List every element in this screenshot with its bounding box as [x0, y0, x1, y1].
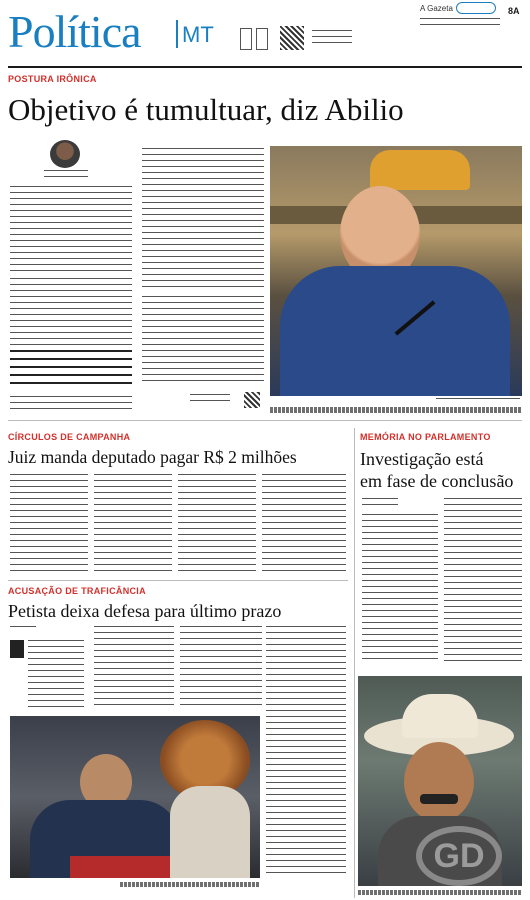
- story1-col1-text: [10, 186, 132, 272]
- story1-col2-text: [142, 148, 264, 288]
- masthead-rule: [8, 66, 522, 68]
- story4-col4-text: [266, 626, 346, 876]
- story2-headline: Juiz manda deputado pagar R$ 2 milhões: [8, 447, 297, 467]
- story4-byline: [10, 626, 36, 632]
- story3-col1-text: [362, 514, 438, 664]
- story4-kicker: ACUSAÇÃO DE TRAFICÂNCIA: [8, 586, 146, 596]
- red-folder-shape: [70, 856, 170, 878]
- qr-code-icon: [280, 26, 304, 50]
- story1-qr-icon: [244, 392, 260, 408]
- hat-crown-shape: [402, 694, 478, 738]
- page-number: 8A: [508, 6, 520, 16]
- person-face-shape: [404, 742, 474, 822]
- story1-footnote: [190, 394, 230, 406]
- background-person-shape: [370, 150, 470, 190]
- story3-headline: [360, 448, 513, 492]
- masthead-divider: [176, 20, 178, 48]
- story4-rule: [8, 580, 348, 581]
- masthead-note: [312, 30, 352, 48]
- story3-headline-line1: Investigação está: [360, 449, 484, 469]
- brand-small: A Gazeta: [420, 4, 453, 13]
- story1-pullquote: [10, 350, 132, 390]
- story4-col3-text: [180, 626, 262, 710]
- edition-label: MT: [182, 22, 214, 47]
- story3-photo-caption: [358, 890, 522, 895]
- story4-photo-caption: [120, 882, 260, 887]
- story3-kicker: MEMÓRIA NO PARLAMENTO: [360, 432, 491, 442]
- story2-col2-text: [94, 474, 172, 574]
- brand-logo-icon: [456, 2, 496, 14]
- story1-headline: Objetivo é tumultuar, diz Abilio: [8, 92, 404, 127]
- columnist-avatar: [50, 140, 80, 168]
- story4-col1-text: [28, 640, 84, 710]
- phone-icon: [240, 28, 252, 50]
- section-rule: [8, 420, 522, 421]
- story1-photo-caption: [270, 407, 522, 413]
- story3-headline-line2: em fase de conclusão: [360, 471, 514, 491]
- story1-col1-text-c: [10, 396, 132, 410]
- columnist-byline: [44, 170, 88, 182]
- column-divider: [354, 428, 355, 898]
- tablet-icon: [256, 28, 268, 50]
- story1-kicker: POSTURA IRÔNICA: [8, 74, 97, 84]
- date-line: [420, 18, 500, 28]
- story4-photo: [10, 716, 260, 878]
- drop-cap: [10, 640, 24, 658]
- story3-col2-text: [444, 498, 522, 664]
- story2-kicker: CÍRCULOS DE CAMPANHA: [8, 432, 131, 442]
- story1-col1-text-b: [10, 278, 132, 346]
- microphone-shape: [420, 794, 458, 804]
- story1-col2-text-b: [142, 296, 264, 382]
- section-title: Política: [8, 6, 141, 57]
- story4-col2-text: [94, 626, 174, 710]
- story1-photo-credit: [436, 398, 520, 403]
- story1-photo: [270, 146, 522, 396]
- watermark-logo: GD: [416, 826, 502, 886]
- story4-headline: Petista deixa defesa para último prazo: [8, 601, 282, 621]
- story2-col3-text: [178, 474, 256, 574]
- story2-col4-text: [262, 474, 346, 574]
- story2-col1-text: [10, 474, 88, 574]
- story3-byline: [362, 498, 398, 508]
- woman-body-shape: [170, 786, 250, 878]
